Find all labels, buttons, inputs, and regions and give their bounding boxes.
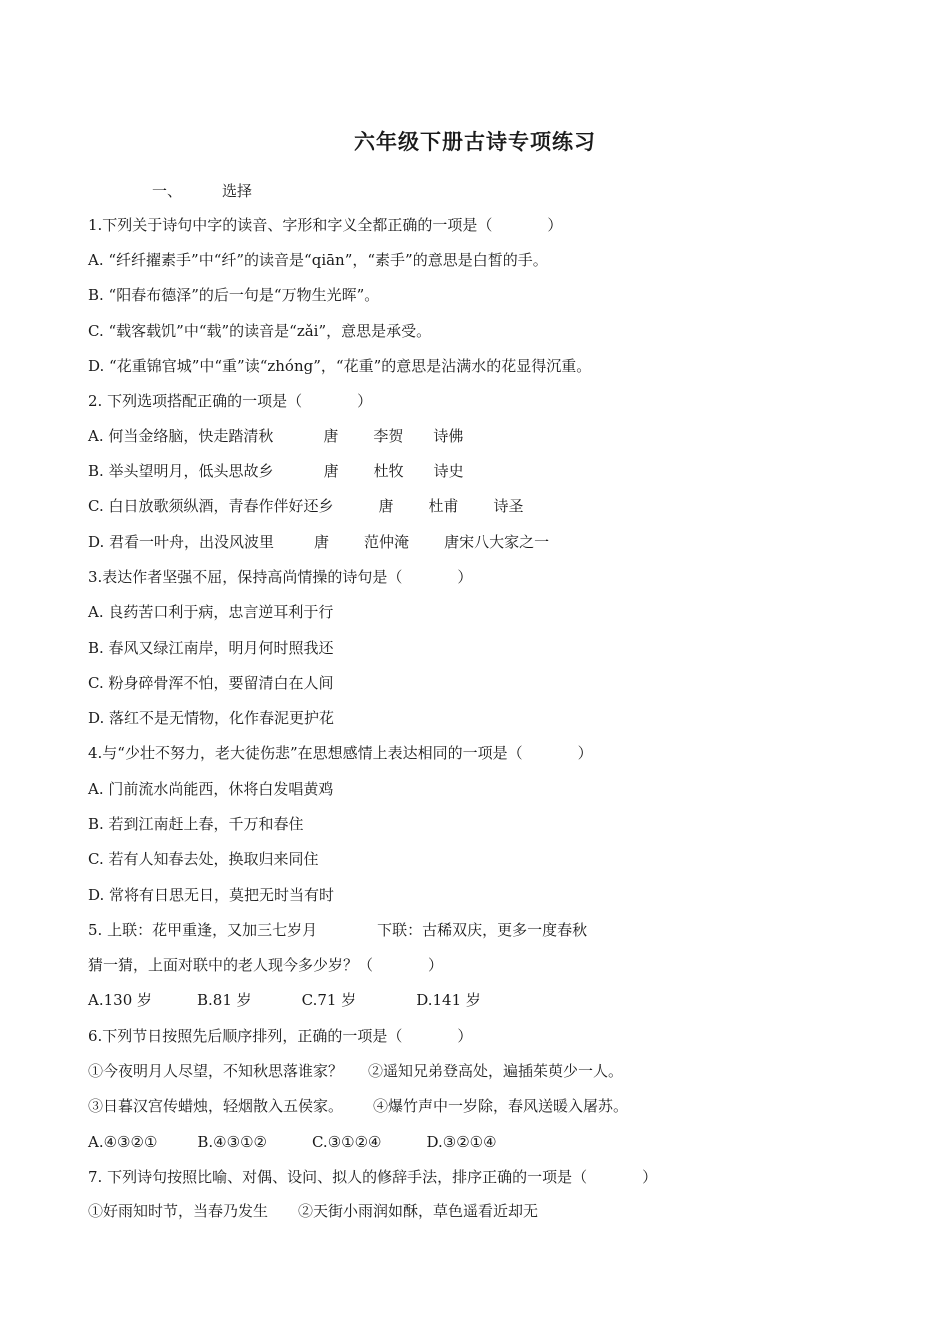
option: A.130 岁	[88, 991, 152, 1009]
question-3-option-d: D. 落红不是无情物，化作春泥更护花	[88, 709, 335, 727]
question-2-option-b: B. 举头望明月，低头思故乡 唐 杜牧 诗史	[88, 462, 464, 480]
question-7-poems-row-1: ①好雨知时节，当春乃发生 ②天街小雨润如酥，草色遥看近却无	[88, 1202, 539, 1220]
option: C.71 岁	[301, 991, 357, 1009]
question-5-stem: 猜一猜，上面对联中的老人现今多少岁？（ ）	[88, 956, 444, 974]
question-4-option-b: B. 若到江南赶上春，千万和春住	[88, 815, 304, 833]
option: C.③①②④	[311, 1133, 382, 1151]
question-6-stem: 6.下列节日按照先后顺序排列，正确的一项是（ ）	[88, 1027, 473, 1045]
option: D.141 岁	[416, 991, 481, 1009]
question-3-option-c: C. 粉身碎骨浑不怕，要留清白在人间	[88, 674, 334, 692]
question-2-stem: 2. 下列选项搭配正确的一项是（ ）	[88, 392, 373, 410]
question-2-option-c: C. 白日放歌须纵酒，青春作伴好还乡 唐 杜甫 诗圣	[88, 497, 524, 515]
question-3-stem: 3.表达作者坚强不屈，保持高尚情操的诗句是（ ）	[88, 568, 473, 586]
question-4-option-c: C. 若有人知春去处，换取归来同住	[88, 850, 319, 868]
question-1-option-c: C. “载客载饥”中“载”的读音是“zǎi”，意思是承受。	[88, 322, 432, 340]
page-title: 六年级下册古诗专项练习	[354, 129, 596, 154]
question-6-poems-row-2: ③日暮汉宫传蜡烛，轻烟散入五侯家。 ④爆竹声中一岁除，春风送暖入屠苏。	[88, 1097, 629, 1115]
question-5-couplet	[88, 919, 587, 941]
question-1-stem: 1.下列关于诗句中字的读音、字形和字义全都正确的一项是（ ）	[88, 216, 563, 234]
section-label: 选择	[222, 182, 253, 200]
question-3-option-a: A. 良药苦口利于病，忠言逆耳利于行	[88, 603, 334, 621]
question-2-option-a: A. 何当金络脑，快走踏清秋 唐 李贺 诗佛	[88, 427, 464, 445]
question-4-option-d: D. 常将有日思无日，莫把无时当有时	[88, 886, 335, 904]
option: A.④③②①	[88, 1133, 158, 1151]
section-number: 一、	[152, 182, 183, 200]
question-1-option-b: B. “阳春布德泽”的后一句是“万物生光晖”。	[88, 286, 380, 304]
question-4-option-a: A. 门前流水尚能西，休将白发唱黄鸡	[88, 780, 334, 798]
question-2-option-d: D. 君看一叶舟，出没风波里 唐 范仲淹 唐宋八大家之一	[88, 533, 550, 551]
upper-couplet: 5. 上联：花甲重逢，又加三七岁月	[88, 921, 318, 939]
option: B.④③①②	[197, 1133, 267, 1151]
option: B.81 岁	[197, 991, 252, 1009]
section-heading	[152, 180, 252, 201]
question-4-stem: 4.与“少壮不努力，老大徒伤悲”在思想感情上表达相同的一项是（ ）	[88, 744, 593, 762]
question-6-poems-row-1: ①今夜明月人尽望，不知秋思落谁家？ ②遥知兄弟登高处，遍插茱萸少一人。	[88, 1062, 624, 1080]
question-7-stem: 7. 下列诗句按照比喻、对偶、设问、拟人的修辞手法，排序正确的一项是（ ）	[88, 1168, 658, 1186]
lower-couplet: 下联：古稀双庆，更多一度春秋	[377, 921, 588, 939]
option: D.③②①④	[426, 1133, 497, 1151]
question-5-options	[88, 989, 481, 1011]
question-6-options	[88, 1131, 497, 1153]
question-1-option-d: D. “花重锦官城”中“重”读“zhóng”，“花重”的意思是沾满水的花显得沉重。	[88, 357, 592, 375]
question-1-option-a: A. “纤纤擢素手”中“纤”的读音是“qiān”，“素手”的意思是白皙的手。	[88, 251, 548, 269]
question-3-option-b: B. 春风又绿江南岸，明月何时照我还	[88, 639, 334, 657]
